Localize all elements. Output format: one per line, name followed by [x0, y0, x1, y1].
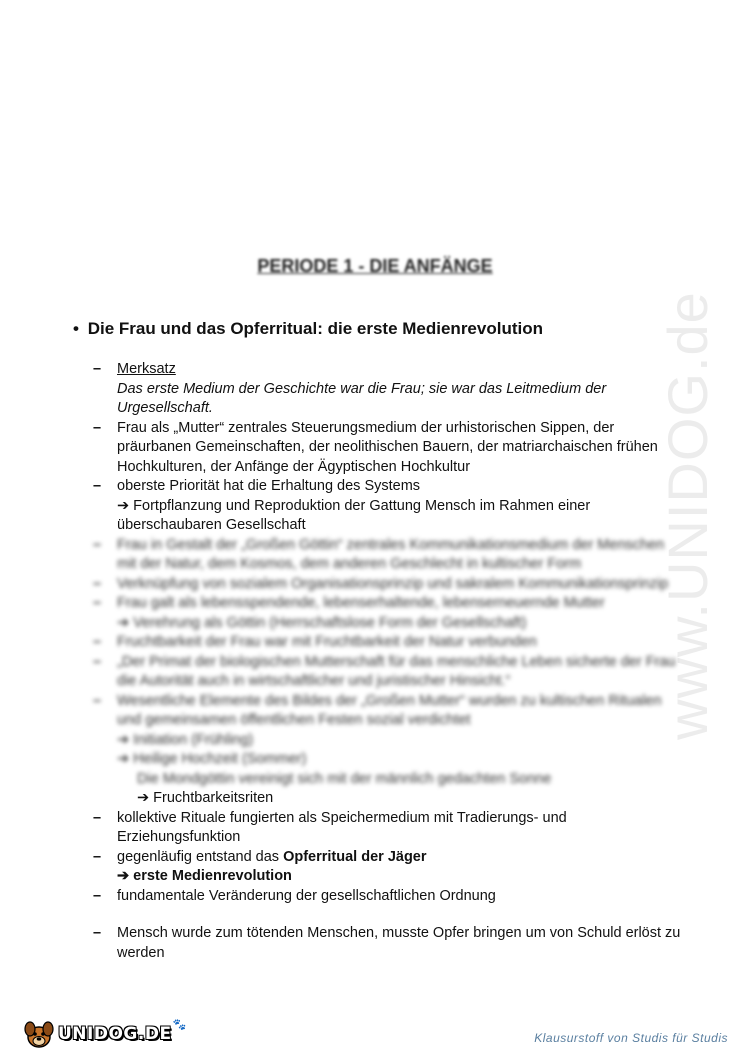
list-item [93, 575, 683, 595]
dash: – [93, 692, 102, 709]
list-item [93, 633, 683, 653]
heading-text: Die Frau und das Opferritual: die erste Medienrevolution [87, 319, 543, 338]
item-kollektive: kollektive Rituale fungierten als Speichermedium mit Tradierungs- und Erziehungsfunktion [117, 809, 567, 845]
item-opferritual: Opferritual der Jäger [283, 848, 427, 865]
item-gegenlaeufig: gegenläufig entstand das [117, 848, 284, 865]
heading-bullet: • [73, 319, 79, 338]
blurred-text: Wesentliche Elemente des Bildes der „Großen Mutter“ wurden zu kultischen Ritualen und gemeinsamen öffentlichen Festen sozial verdichtet [117, 692, 662, 728]
blurred-text: Fruchtbarkeit der Frau war mit Fruchtbarkeit der Natur verbunden [117, 634, 537, 650]
blurred-text: ➔ Heilige Hochzeit (Sommer) [117, 751, 307, 767]
page-title: PERIODE 1 - DIE ANFÄNGE [257, 256, 493, 276]
blurred-text: ➔ Initiation (Frühling) [117, 731, 254, 748]
blurred-text: Verknüpfung von sozialem Organisationsprinzip und sakralem Kommunikationsprinzip [117, 575, 669, 592]
paw-icon: 🐾 [172, 1018, 187, 1031]
list-item [93, 594, 683, 633]
dash: – [93, 887, 102, 904]
item-fundamentale: fundamentale Veränderung der gesellschaftlichen Ordnung [117, 887, 496, 904]
list-item [93, 848, 683, 887]
list-item [93, 360, 683, 419]
dash: – [93, 809, 102, 826]
dash: – [93, 925, 102, 941]
item-fruchtbarkeitsriten: ➔ Fruchtbarkeitsriten [137, 790, 274, 806]
list-item [93, 924, 683, 963]
item-medienrevolution: ➔ erste Medienrevolution [117, 868, 292, 884]
dash: – [93, 634, 102, 650]
item-prioritaet: oberste Priorität hat die Erhaltung des Systems [117, 478, 421, 494]
dog-icon [22, 1019, 56, 1049]
item-frau-mutter: Frau als „Mutter“ zentrales Steuerungsmedium der urhistorischen Sippen, der präurbanen Gemeinschaften, der neolithischen Bauern, der matriarchaischen frühen Hochkulturen, der Anfänge der Ägyptischen Hochkultur [117, 419, 658, 475]
dash: – [93, 575, 102, 592]
list-item [93, 789, 683, 809]
item-prioritaet-sub: ➔ Fortpflanzung und Reproduktion der Gattung Mensch im Rahmen einer überschaubaren Gesellschaft [117, 497, 591, 533]
merksatz-label: Merksatz [117, 361, 176, 377]
list-item [93, 536, 683, 575]
list-item [93, 419, 683, 478]
dash: – [93, 419, 102, 436]
unidog-logo[interactable] [22, 1016, 186, 1052]
merksatz-text: Das erste Medium der Geschichte war die Frau; sie war das Leitmedium der Urgesellschaft. [117, 380, 607, 416]
list-item [93, 477, 683, 536]
list-item [93, 692, 683, 790]
dash: – [93, 595, 102, 611]
dash: – [93, 653, 102, 670]
blurred-text: Frau in Gestalt der „Großen Göttin“ zentrales Kommunikationsmedium der Menschen mit der Natur, dem Kosmos, dem anderen Geschlecht in kultischer Form [117, 536, 665, 572]
footer-tagline: Klausurstoff von Studis für Studis [534, 1031, 728, 1045]
list-item [93, 809, 683, 848]
blurred-text: Die Mondgöttin vereinigt sich mit der männlich gedachten Sonne [137, 770, 552, 787]
item-mensch: Mensch wurde zum tötenden Menschen, musste Opfer bringen um von Schuld erlöst zu werden [117, 925, 681, 961]
blurred-text: „Der Primat der biologischen Mutterschaft für das menschliche Leben sicherte der Frau die Autorität auch in wirtschaftlicher und juristischer Hinsicht.“ [117, 653, 676, 689]
dash: – [93, 478, 102, 494]
blurred-text: Frau galt als lebensspendende, lebenserhaltende, lebenserneuernde Mutter [117, 595, 605, 611]
section-heading [73, 319, 543, 339]
dash: – [93, 536, 102, 553]
list-item [93, 887, 683, 907]
dash: – [93, 361, 102, 377]
dash: – [93, 848, 102, 865]
blurred-text: ➔ Verehrung als Göttin (Herrschaftslose Form der Gesellschaft) [117, 614, 527, 631]
logo-text: UNIDOG.DE [58, 1024, 172, 1044]
watermark-text: www.UNIDOG.de [655, 290, 719, 740]
content-list [93, 360, 683, 963]
list-item [93, 653, 683, 692]
